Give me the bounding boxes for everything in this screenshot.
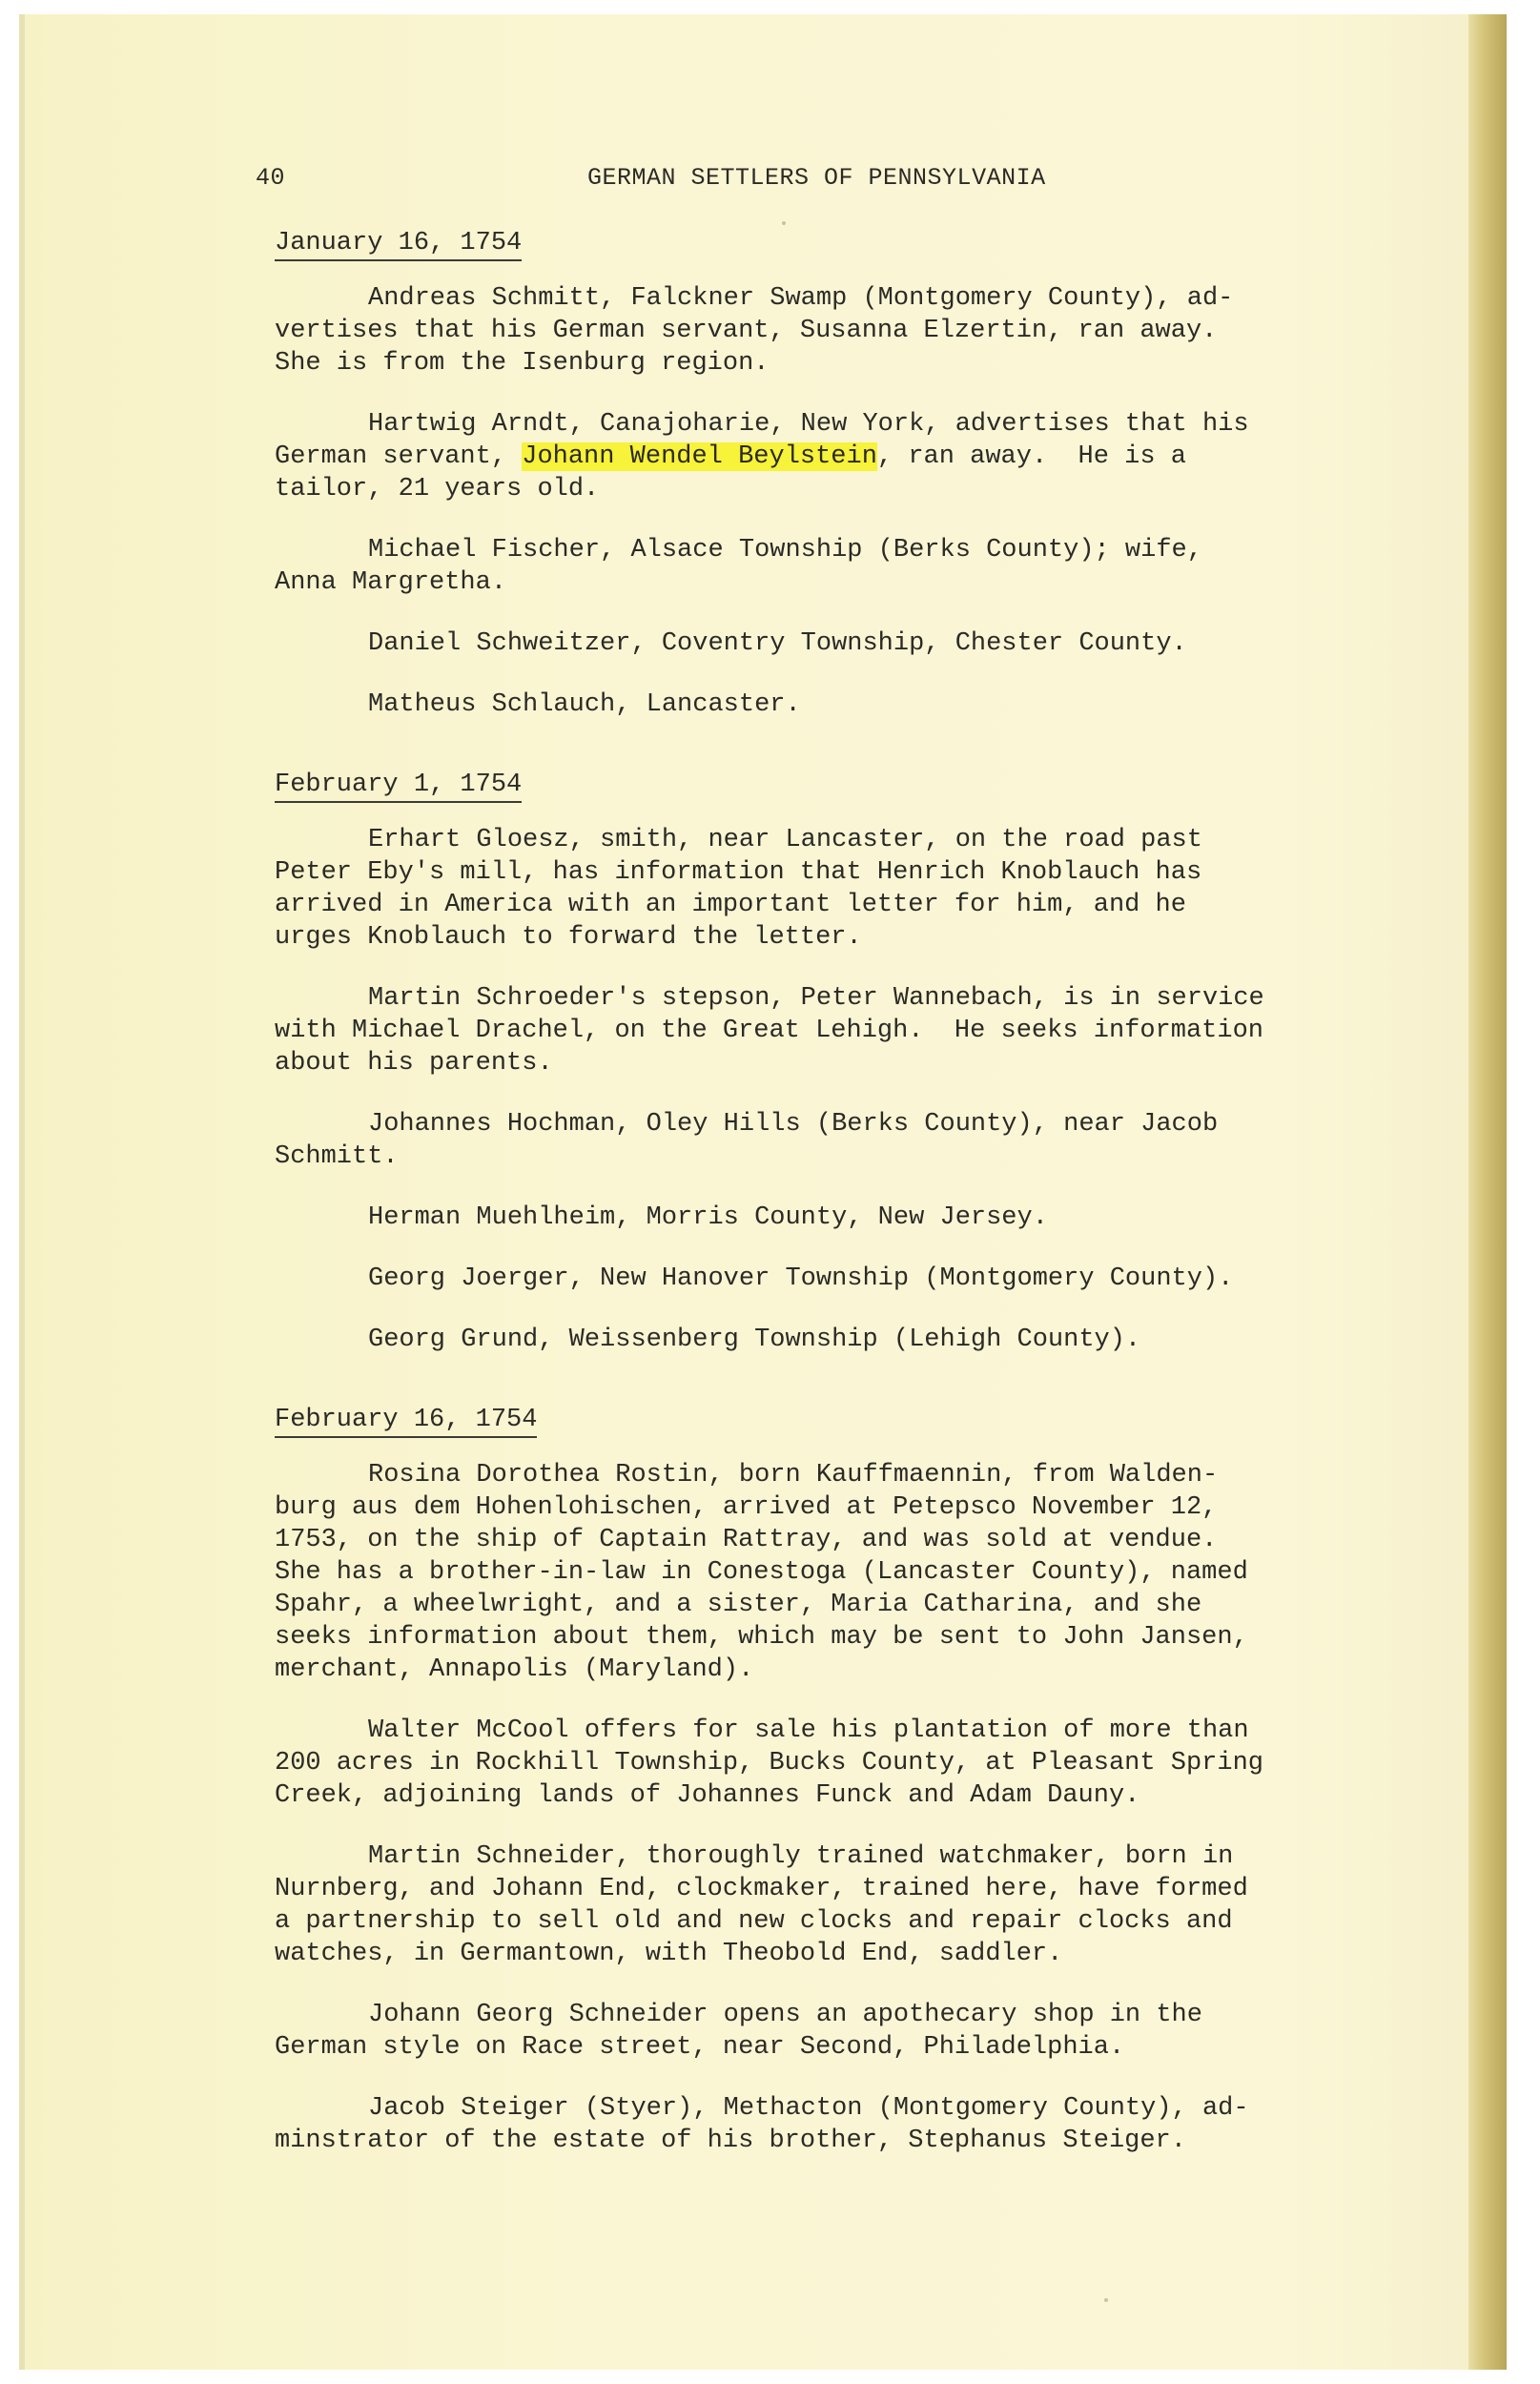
section-date: February 1, 1754 [275, 771, 522, 803]
entry-line: vertises that his German servant, Susanna Elzertin, ran away. [275, 317, 1218, 345]
notice-entry [275, 982, 1486, 1079]
notice-entry [275, 282, 1486, 380]
entry-line: burg aus dem Hohenlohischen, arrived at Petepsco November 12, [275, 1493, 1218, 1522]
entry-line: tailor, 21 years old. [275, 475, 600, 504]
highlighted-name: Johann Wendel Beylstein [522, 442, 877, 471]
entry-line: She has a brother-in-law in Conestoga (Lancaster County), named [275, 1558, 1248, 1587]
entry-line: Jacob Steiger (Styer), Methacton (Montgomery County), ad- [368, 2094, 1249, 2123]
entry-line: Anna Margretha. [275, 568, 507, 597]
entry-line: Nurnberg, and Johann End, clockmaker, trained here, have formed [275, 1875, 1248, 1903]
paper-speck [782, 221, 786, 225]
notice-entry [275, 1263, 1486, 1295]
entry-line: Andreas Schmitt, Falckner Swamp (Montgomery County), ad- [368, 284, 1234, 313]
entry-line: Martin Schneider, thoroughly trained watchmaker, born in [368, 1842, 1234, 1871]
entry-line: Johannes Hochman, Oley Hills (Berks County), near Jacob [368, 1110, 1219, 1139]
notice-entry [275, 534, 1486, 599]
notice-entry [275, 1999, 1486, 2064]
running-title: GERMAN SETTLERS OF PENNSYLVANIA [587, 164, 1046, 192]
entry-line: watches, in Germantown, with Theobold End, saddler. [275, 1940, 1063, 1968]
notice-entry [275, 1459, 1486, 1686]
notice-entry [275, 824, 1486, 954]
entry-line: Herman Muehlheim, Morris County, New Jersey. [368, 1203, 1048, 1232]
page-content [275, 227, 1486, 2205]
entry-line: Creek, adjoining lands of Johannes Funck and Adam Dauny. [275, 1781, 1140, 1810]
entry-line: minstrator of the estate of his brother, Stephanus Steiger. [275, 2127, 1186, 2155]
date-section [275, 769, 1486, 1356]
entry-line: Erhart Gloesz, smith, near Lancaster, on the road past [368, 826, 1202, 854]
entry-line: She is from the Isenburg region. [275, 349, 770, 378]
entry-line: merchant, Annapolis (Maryland). [275, 1655, 754, 1684]
entry-line: a partnership to sell old and new clocks and repair clocks and [275, 1907, 1233, 1936]
entry-line: urges Knoblauch to forward the letter. [275, 923, 862, 952]
notice-entry [275, 688, 1486, 721]
entry-line: Matheus Schlauch, Lancaster. [368, 690, 801, 719]
line-text: , ran away. He is a [876, 442, 1186, 471]
entry-line: Walter McCool offers for sale his plantation of more than [368, 1716, 1249, 1745]
section-date: February 16, 1754 [275, 1406, 537, 1438]
notice-entry [275, 1108, 1486, 1173]
entry-line: 200 acres in Rockhill Township, Bucks County, at Pleasant Spring [275, 1749, 1263, 1778]
page-header [256, 164, 1209, 202]
notice-entry [275, 1840, 1486, 1970]
notice-entry [275, 1715, 1486, 1812]
entry-line: 1753, on the ship of Captain Rattray, and was sold at vendue. [275, 1526, 1218, 1554]
notice-entry [275, 1324, 1486, 1356]
entry-line: Rosina Dorothea Rostin, born Kauffmaennin, from Walden- [368, 1461, 1219, 1490]
entry-line: German style on Race street, near Second, Philadelphia. [275, 2033, 1125, 2062]
entry-line: Michael Fischer, Alsace Township (Berks County); wife, [368, 536, 1202, 565]
entry-line: Peter Eby's mill, has information that Henrich Knoblauch has [275, 858, 1202, 887]
entry-line: about his parents. [275, 1049, 553, 1078]
entry-line: Daniel Schweitzer, Coventry Township, Chester County. [368, 629, 1187, 658]
line-text: German servant, [275, 442, 523, 471]
entry-line: with Michael Drachel, on the Great Lehigh. He seeks information [275, 1017, 1263, 1045]
entry-line: Martin Schroeder's stepson, Peter Wannebach, is in service [368, 984, 1264, 1013]
entry-line: Georg Joerger, New Hanover Township (Montgomery County). [368, 1264, 1234, 1293]
notice-entry [275, 408, 1486, 505]
entry-line: Hartwig Arndt, Canajoharie, New York, advertises that his [368, 410, 1249, 439]
entry-line [275, 441, 1486, 473]
notice-entry [275, 1202, 1486, 1234]
section-date: January 16, 1754 [275, 229, 522, 261]
date-section [275, 227, 1486, 721]
entry-line: arrived in America with an important letter for him, and he [275, 891, 1186, 919]
paper-speck [1104, 2298, 1108, 2302]
page-edge [19, 14, 25, 2370]
entry-line: Spahr, a wheelwright, and a sister, Maria Catharina, and she [275, 1591, 1202, 1619]
entry-line: Johann Georg Schneider opens an apothecary shop in the [368, 2001, 1202, 2029]
notice-entry [275, 627, 1486, 660]
entry-line: Georg Grund, Weissenberg Township (Lehigh County). [368, 1326, 1141, 1354]
page-number: 40 [256, 164, 286, 192]
date-section [275, 1404, 1486, 2157]
entry-line: seeks information about them, which may be sent to John Jansen, [275, 1623, 1248, 1652]
notice-entry [275, 2092, 1486, 2157]
entry-line: Schmitt. [275, 1142, 399, 1171]
